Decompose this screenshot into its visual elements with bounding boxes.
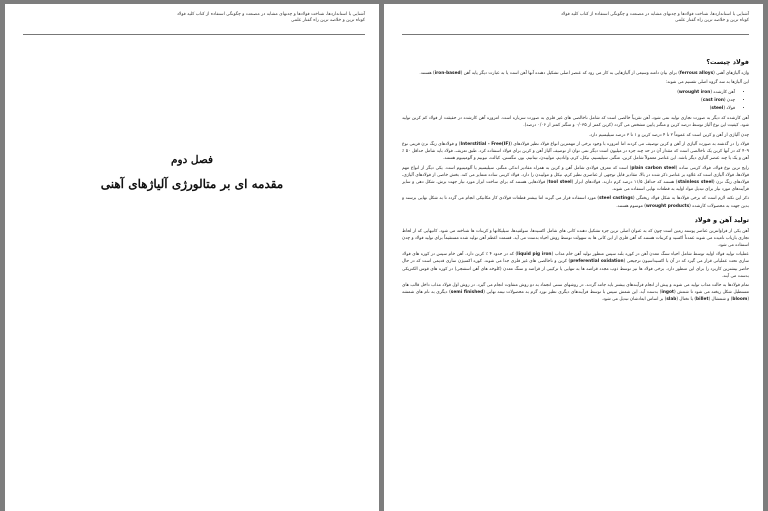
list-item [402, 97, 735, 105]
english-term: wrought products [645, 203, 690, 209]
english-term: preferential oxidation [570, 259, 624, 265]
chapter-title: مقدمه ای بر متالورژی آلیاژهای آهنی [100, 177, 284, 191]
english-term: steel castings [599, 196, 633, 202]
text-run: ) کربن و ناخالصی های غیر فلزی جدا می شوند. کوره اکسیژن سازی قدیمی است که در حال حاضر بیشترین کاربرد را برای این منظور دارد. برخی فولاد ها نیز توسط ذوب مجدد قراضه ها به تنهایی یا ترکیبی از قراضه و سنگ معدن (کلوخه های آهن اسفنجی) در کوره های قوس الکتریکی بدست می آیند. [402, 259, 749, 279]
section-heading-iron-steel-production: تولید آهن و فولاد [694, 215, 749, 224]
text-run: واژه آلیاژهای آهنی ( [713, 71, 749, 76]
english-term: ingot [661, 290, 674, 296]
header-line-1: آشنایی با استانداردها، شناخت فولادها و چدنهای مشابه در مصنعت و چگونگی استفاده از کتاب کلید فولاد [560, 12, 749, 17]
text-run: ) برای بیان دامنه وسیعی از آلیاژهایی به کار می رود که عنصر اصلی تشکیل دهنده آنها آهن است یا به عبارت دیگر پایه آهن ( [460, 71, 680, 76]
left-page [5, 4, 379, 511]
english-term: bloom [732, 297, 748, 303]
header-line-2: کوتاه ترین و خلاصه ترین راه گفتار علمی [291, 18, 365, 23]
text-run: فولاد را در گذشته به صورت آلیاژی از آهن و کربن توصیف می کردند اما امروزه با وجود برخی از مهمترین انواع فولاد نظیر فولادهای ( [510, 142, 749, 148]
english-term: semi finished [450, 290, 484, 296]
chapter-heading [5, 154, 379, 191]
english-term: Interstitial - Free(IF) [460, 142, 511, 148]
header-line-2: کوتاه ترین و خلاصه ترین راه گفتار علمی [675, 18, 749, 23]
paragraph [402, 282, 749, 303]
english-term: steel [711, 105, 724, 111]
paragraph [402, 70, 749, 77]
section-heading-what-is-steel: فولاد چیست؟ [706, 58, 749, 66]
text-run: ) هستند که حداقل ۱۱/۵ درصد کرم دارند. فولادهای ابزار ( [571, 179, 678, 185]
running-header [449, 12, 749, 24]
english-term: slab [666, 297, 677, 303]
english-term: billet [696, 297, 709, 303]
text-run: فولاد ( [723, 105, 735, 111]
text-run: ) و فولادهای زنگ نزن فریتی نوع ۴۰۹ که در آنها کربن یک ناخالصی است که مقدار آن در حد چند جزء در میلیون است دیگر نمی توان از توصیف آلیاژ آهن و کربن برای فولاد استفاده کرد. طبق تعریف، فولاد باید شامل حداقل ۵۰ ٪ آهن و یک یا چند عنصر آلیاژی دیگر باشد. این عناصر معمولاً شامل کربن، منگنز، سیلیسیم، نیکل، کرم، وانادیم، مولیبدن، تیتانیم، بور، تنگستن، کبالت، نیوبیم و آلومینیوم هستند. [402, 142, 749, 162]
english-term: wrought iron [678, 89, 711, 95]
text-run: ) موسوم هستند. [616, 203, 646, 209]
text-run: ) [701, 97, 703, 103]
header-rule [23, 34, 365, 35]
page-body [402, 56, 749, 509]
text-run: ) [709, 105, 712, 111]
paragraph: چدن آلیاژی از آهن و کربن است که عموماً ۲ تا ۴ درصد کربن و ۱ تا ۳ درصد سیلیسیم دارد. [588, 132, 749, 138]
text-run: آهن کارشده ( [710, 89, 735, 95]
list-item [402, 105, 735, 113]
paragraph: این آلیاژها به سه گروه اصلی تقسیم می شوند: [665, 80, 749, 86]
english-term: tool steel [548, 179, 572, 185]
chapter-number: فصل دوم [171, 154, 213, 166]
text-run: ) فولادهایی هستند که برای ساخت ابزار مورد نیاز جهت برش، شکل دهی و سایر فرآیندهای مورد نیاز برای تبدیل مواد اولیه به قطعات نهایی استفاده می شوند. [402, 179, 749, 192]
right-page [384, 4, 763, 511]
english-term: cast iron [702, 97, 724, 103]
text-run: ) که در حدود ۴ ٪ کربن دارد. آهن خام سپس در کوره های فولاد سازی تحت عملیاتی قرار می گیرد که در آن با اکسیداسیون ترجیحی ( [402, 252, 749, 265]
paragraph: آهن یکی از فراوانترین عناصر پوسته زمین است چون که به عنوان اصلی ترین جزء تشکیل دهنده کانی های شامل اکسیدها، سولفیدها، سیلیکاتها و کربنات ها شناخته می شود. کانیهایی که از لحاظ تجاری بازیاب نامیده می شوند عمدتاً اکسید و کربنات هستند که آهن فلزی از این کانی ها به سهولت توسط روش احیاء بدست می آید. قسمت اعظم آهن تولید شده مستقیماً برای تولید فولاد و چدن استفاده می شود. [402, 228, 749, 248]
english-term: iron-based [434, 71, 461, 76]
text-run: ) است که معرف فولادی شامل آهن و کربن به همراه مقادیر اندکی منگنز، سیلیسیم یا آلومینیوم است. یکی دیگر از انواع مهم فولادها، فولاد آلیاژی است که علاوه بر عناصر ذکر شده در بالا، مقادیر قابل توجهی از عناصری نظیر کرم، نیکل و مولیبدن را دارد. فولاد کربنی ساده متمایز می کند. بخش خاصی از فولادهای آلیاژی، فولادهای زنگ نزن ( [402, 165, 749, 185]
paragraph [402, 195, 749, 209]
paragraph [402, 141, 749, 162]
english-term: plain carbon steel [631, 165, 676, 171]
text-run: ) دیگری به نام های شمشه ( [402, 290, 749, 303]
alloy-group-list [402, 89, 749, 113]
text-run: ) بدست آید. این شمش سپس با توسط فرآیندهای دیگری نظیر نورد گرم به محصولات نیمه نهایی ( [483, 290, 662, 296]
english-term: liquid pig iron [517, 252, 552, 258]
text-run: چدن ( [723, 97, 735, 103]
paragraph [402, 251, 749, 279]
text-run: ) و شمشال ( [708, 297, 733, 303]
text-run: تمام فولادها به حالت مذاب تولید می شوند و پیش از انجام فرآیندهای بیشتر باید جامد گردند. در روشهای سنتی انجماد به دو روش متفاوت انجام می گیرد. در روش اول فولاد مذاب داخل قالب های مستطیل شکل ریخته می شود تا شمش ( [402, 283, 749, 296]
text-run: ) هستند. [419, 71, 435, 76]
header-line-1: آشنایی با استانداردها، شناخت فولادها و چدنهای مشابه در مصنعت و چگونگی استفاده از کتاب کلید فولاد [176, 12, 365, 17]
paragraph [402, 165, 749, 193]
text-run: ) مورد استفاده قرار می گیرند اما بیشتر قطعات فولادی کار مکانیکی انجام می گردد تا به شکل نهایی برسند و بدین جهت به محصولات کارشده ( [402, 196, 749, 209]
text-run: ) یا تختال ( [676, 297, 697, 303]
text-run: ) [677, 89, 679, 95]
text-run: ) بر اساس ابعادشان تبدیل می شود. [601, 297, 667, 303]
paragraph: آهن کارشده که دیگر به صورت تجاری تولید نمی شود، آهن تقریباً خالصی است که شامل ناخالصی های غیر فلزی به صورت سرباره است. امروزه آهن کارشده در حقیقت از فولاد کم کربن تولید شود. کیفیت این نوع آلیاژ توسط درصد کربن و منگنز پایین مشخص می گردد (کربن کمتر از ۰/۰۳۵ و منگنز کمتر از ۰/۰۶ درصد). [402, 115, 749, 129]
english-term: stainless steel [677, 179, 713, 185]
text-run: عملیات تولید فولاد اولیه توسط شامل احیاء سنگ معدن آهن در کوره بلند سپس منظور تولید آهن خام مذاب ( [551, 252, 749, 258]
header-rule [402, 34, 749, 35]
list-item [402, 89, 735, 97]
running-header [65, 12, 365, 24]
english-term: ferrous alloys [679, 71, 714, 76]
text-run: ذکر این نکته لازم است که برخی فولادها به شکل فولاد ریختگی ( [632, 196, 749, 202]
text-run: رایج ترین نوع فولاد، فولاد کربنی ساده ( [675, 165, 749, 171]
